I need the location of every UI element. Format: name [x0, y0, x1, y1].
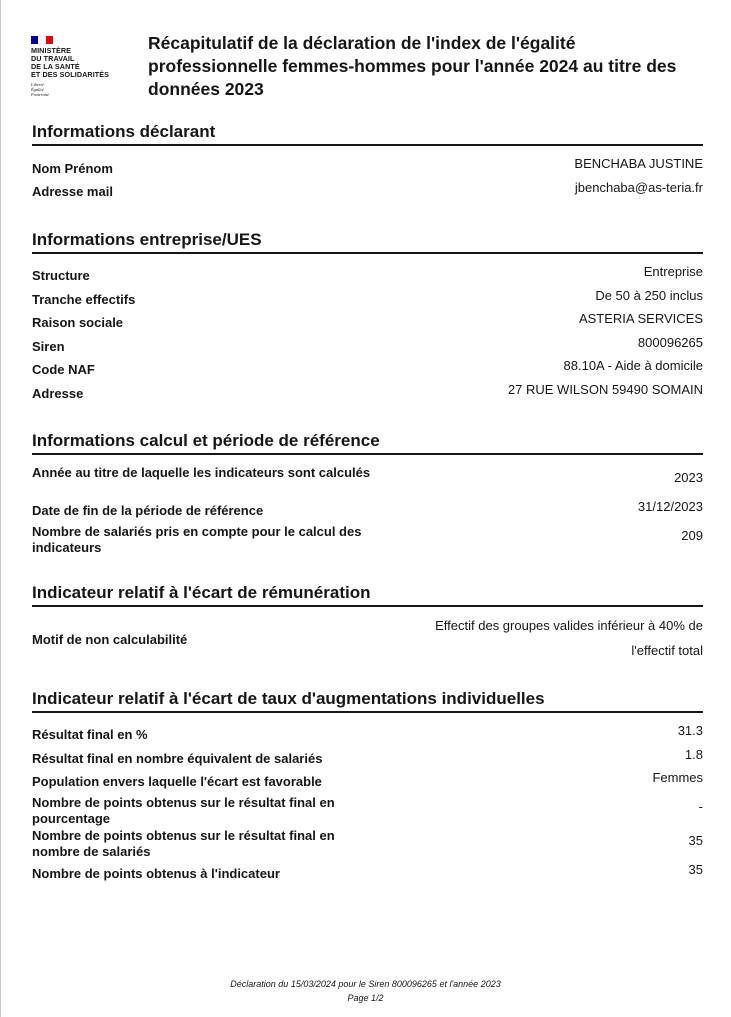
- row-value: 209: [681, 528, 703, 543]
- section-title: Informations déclarant: [32, 122, 703, 146]
- row-value: 35: [688, 862, 703, 877]
- row-label: Nombre de points obtenus sur le résultat final en pourcentage: [32, 795, 335, 826]
- marianne-flag-icon: [31, 36, 53, 44]
- section-calcul: [32, 431, 703, 555]
- republic-motto: Liberté Égalité Fraternité: [31, 82, 50, 97]
- row-value: BENCHABA JUSTINE: [574, 156, 703, 171]
- row-value: 27 RUE WILSON 59490 SOMAIN: [507, 382, 703, 397]
- row-value: De 50 à 250 inclus: [595, 288, 703, 303]
- row-label: Structure: [32, 268, 90, 283]
- row-value: -: [698, 799, 703, 814]
- row-value: 31.3: [677, 723, 703, 738]
- footer-declaration: Déclaration du 15/03/2024 pour le Siren 800096265 et l'année 2023: [230, 979, 501, 989]
- section-title: Indicateur relatif à l'écart de rémunération: [32, 583, 703, 607]
- section-title: Informations entreprise/UES: [32, 230, 703, 254]
- section-augmentations: [32, 689, 703, 881]
- section-declarant: [32, 122, 703, 199]
- ministry-logo: [31, 36, 131, 97]
- row-value: 1.8: [684, 747, 703, 762]
- row-label: Motif de non calculabilité: [32, 632, 188, 647]
- section-entreprise: [32, 230, 703, 401]
- row-label: Date de fin de la période de référence: [32, 503, 264, 518]
- row-label: Nombre de points obtenus sur le résultat final en nombre de salariés: [32, 828, 335, 859]
- row-value: 2023: [674, 470, 703, 485]
- row-label: Adresse mail: [32, 184, 113, 199]
- section-title: Informations calcul et période de référence: [32, 431, 703, 455]
- row-value: 800096265: [637, 335, 703, 350]
- row-label: Raison sociale: [32, 315, 124, 330]
- row-value: Entreprise: [643, 264, 703, 279]
- row-label: Siren: [32, 339, 65, 354]
- ministry-name: MINISTÈRE DU TRAVAIL DE LA SANTÉ ET DES SOLIDARITÉS: [31, 46, 110, 79]
- row-label: Résultat final en nombre équivalent de salariés: [32, 751, 323, 766]
- section-title: Indicateur relatif à l'écart de taux d'augmentations individuelles: [32, 689, 703, 713]
- row-value: 88.10A - Aide à domicile: [563, 358, 703, 373]
- row-label: Population envers laquelle l'écart est favorable: [32, 774, 322, 789]
- row-label: Résultat final en %: [32, 727, 148, 742]
- row-label: Code NAF: [32, 362, 95, 377]
- row-value: Effectif des groupes valides inférieur à 40% de l'effectif total: [435, 618, 703, 658]
- row-value: 31/12/2023: [637, 499, 703, 514]
- section-remuneration: [32, 583, 703, 658]
- row-label: Tranche effectifs: [32, 292, 136, 307]
- document-title: Récapitulatif de la déclaration de l'index de l'égalité professionnelle femmes-hommes pour l'année 2024 au titre des données 2023: [148, 33, 677, 99]
- row-label: Année au titre de laquelle les indicateurs sont calculés: [32, 465, 371, 480]
- row-label: Nombre de salariés pris en compte pour le calcul des indicateurs: [32, 524, 362, 555]
- row-label: Nombre de points obtenus à l'indicateur: [32, 866, 280, 881]
- page-number: Page 1/2: [347, 993, 384, 1003]
- row-label: Nom Prénom: [32, 161, 113, 176]
- row-value: jbenchaba@as-teria.fr: [574, 180, 703, 195]
- page-border: [0, 0, 1, 1017]
- row-value: Femmes: [652, 770, 703, 785]
- row-value: 35: [688, 833, 703, 848]
- row-value: ASTERIA SERVICES: [578, 311, 703, 326]
- row-label: Adresse: [32, 386, 84, 401]
